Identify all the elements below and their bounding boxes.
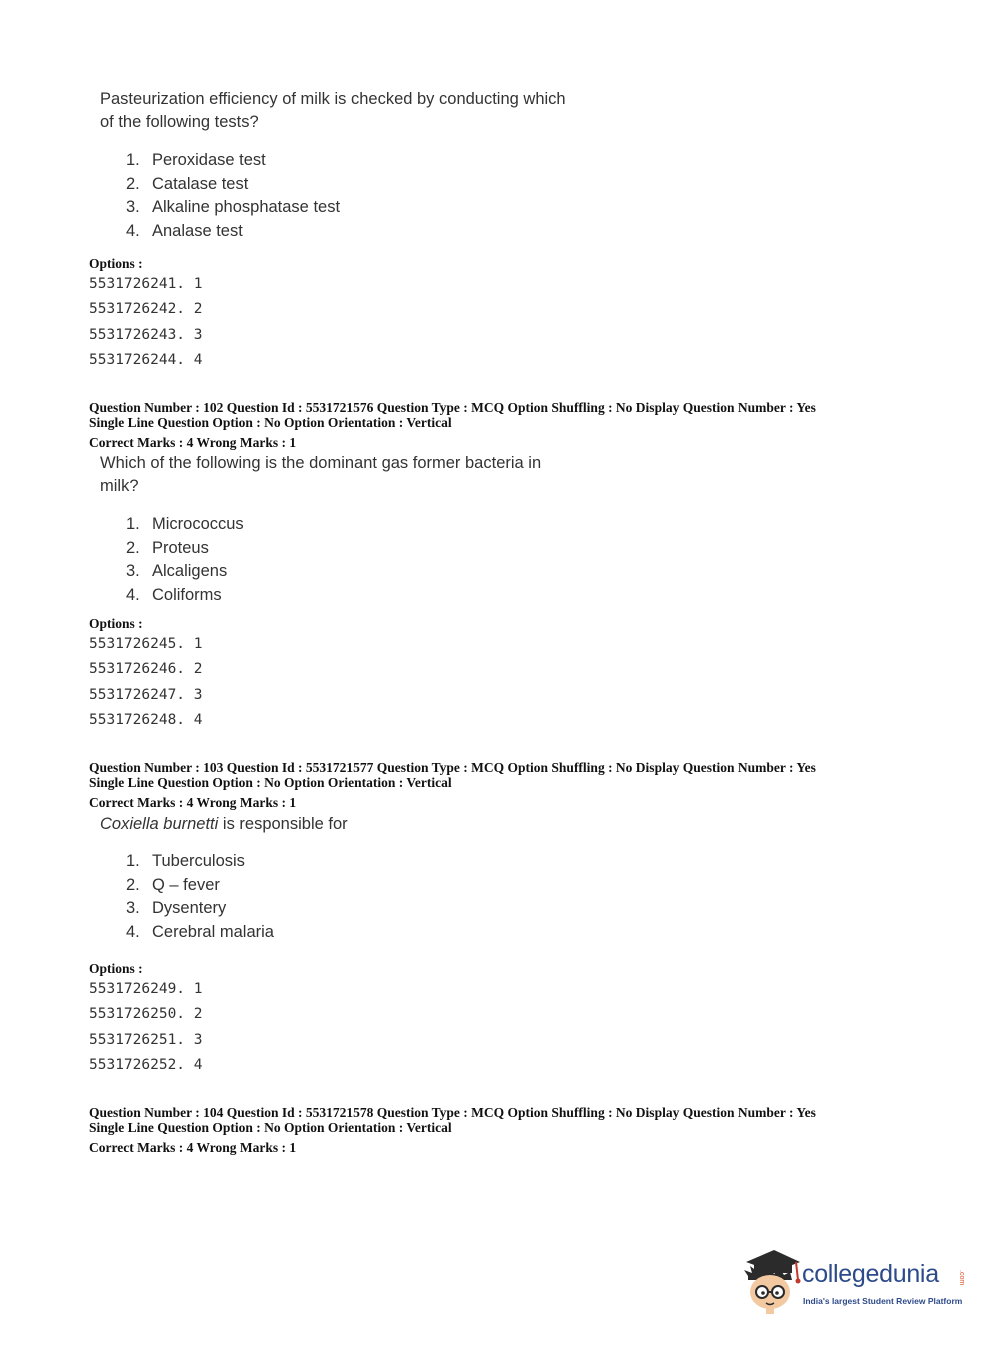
option-id: 5531726241. 1 xyxy=(89,276,203,292)
question-text-rest: is responsible for xyxy=(218,815,348,833)
organism-name: Coxiella burnetti xyxy=(100,815,219,833)
answer-choice: 1. Peroxidase test xyxy=(126,151,266,169)
option-id-list xyxy=(89,977,203,1079)
option-id: 5531726243. 3 xyxy=(89,326,203,343)
question-meta-line: Single Line Question Option : No Option Orientation : Vertical xyxy=(89,1119,452,1135)
question-meta xyxy=(89,761,909,790)
options-label: Options : xyxy=(89,616,143,631)
answer-choices xyxy=(126,513,244,607)
answer-choice: 1. Tuberculosis xyxy=(126,852,245,870)
options-label: Options : xyxy=(89,256,143,271)
option-id: 5531726251. 3 xyxy=(89,1031,203,1048)
question-marks: Correct Marks : 4 Wrong Marks : 1 xyxy=(89,795,297,810)
option-id: 5531726249. 1 xyxy=(89,981,203,997)
answer-choice: 3. Alkaline phosphatase test xyxy=(126,198,341,216)
question-text-line: Pasteurization efficiency of milk is checked by conducting which xyxy=(100,90,566,108)
question-text xyxy=(100,813,620,836)
question-meta-line: Question Number : 102 Question Id : 5531721576 Question Type : MCQ Option Shuffling : No Display Question Number : Yes xyxy=(89,400,816,415)
answer-choices xyxy=(126,850,274,944)
answer-choice: 2. Catalase test xyxy=(126,174,249,193)
answer-choice: 1. Micrococcus xyxy=(126,515,244,533)
answer-choice: 3. Alcaligens xyxy=(126,562,228,580)
option-id-list xyxy=(89,632,203,734)
option-id: 5531726244. 4 xyxy=(89,352,203,369)
question-marks: Correct Marks : 4 Wrong Marks : 1 xyxy=(89,435,297,450)
question-meta xyxy=(89,1106,909,1135)
answer-choice: 4. Cerebral malaria xyxy=(126,922,274,941)
option-id: 5531726242. 2 xyxy=(89,301,203,318)
answer-choice: 2. Proteus xyxy=(126,538,209,557)
question-meta-line: Single Line Question Option : No Option Orientation : Vertical xyxy=(89,774,452,790)
question-text-line: milk? xyxy=(100,477,139,495)
question-meta-line: Question Number : 104 Question Id : 5531721578 Question Type : MCQ Option Shuffling : No Display Question Number : Yes xyxy=(89,1105,816,1120)
question-meta-line: Single Line Question Option : No Option Orientation : Vertical xyxy=(89,414,452,430)
question-text-line: Which of the following is the dominant gas former bacteria in xyxy=(100,454,542,472)
option-id: 5531726246. 2 xyxy=(89,661,203,678)
brand-name: collegedunia xyxy=(802,1260,939,1288)
option-id: 5531726250. 2 xyxy=(89,1006,203,1023)
answer-choice: 4. Coliforms xyxy=(126,585,222,604)
answer-choice: 4. Analase test xyxy=(126,221,243,240)
option-id-list xyxy=(89,272,203,374)
option-id: 5531726248. 4 xyxy=(89,712,203,729)
question-text-line: of the following tests? xyxy=(100,113,259,131)
option-id: 5531726247. 3 xyxy=(89,686,203,703)
brand-domain: .com xyxy=(958,1270,965,1286)
question-text xyxy=(100,88,620,134)
option-id: 5531726252. 4 xyxy=(89,1057,203,1074)
mascot-icon xyxy=(740,1248,802,1318)
options-label: Options : xyxy=(89,961,143,976)
answer-choice: 3. Dysentery xyxy=(126,899,227,917)
answer-choice: 2. Q – fever xyxy=(126,875,220,894)
brand-tagline: India's largest Student Review Platform xyxy=(803,1296,963,1306)
question-meta-line: Question Number : 103 Question Id : 5531721577 Question Type : MCQ Option Shuffling : No Display Question Number : Yes xyxy=(89,760,816,775)
question-marks: Correct Marks : 4 Wrong Marks : 1 xyxy=(89,1140,297,1155)
question-meta xyxy=(89,401,909,430)
question-text xyxy=(100,452,620,498)
answer-choices xyxy=(126,149,340,243)
collegedunia-logo xyxy=(740,1248,970,1318)
option-id: 5531726245. 1 xyxy=(89,636,203,652)
